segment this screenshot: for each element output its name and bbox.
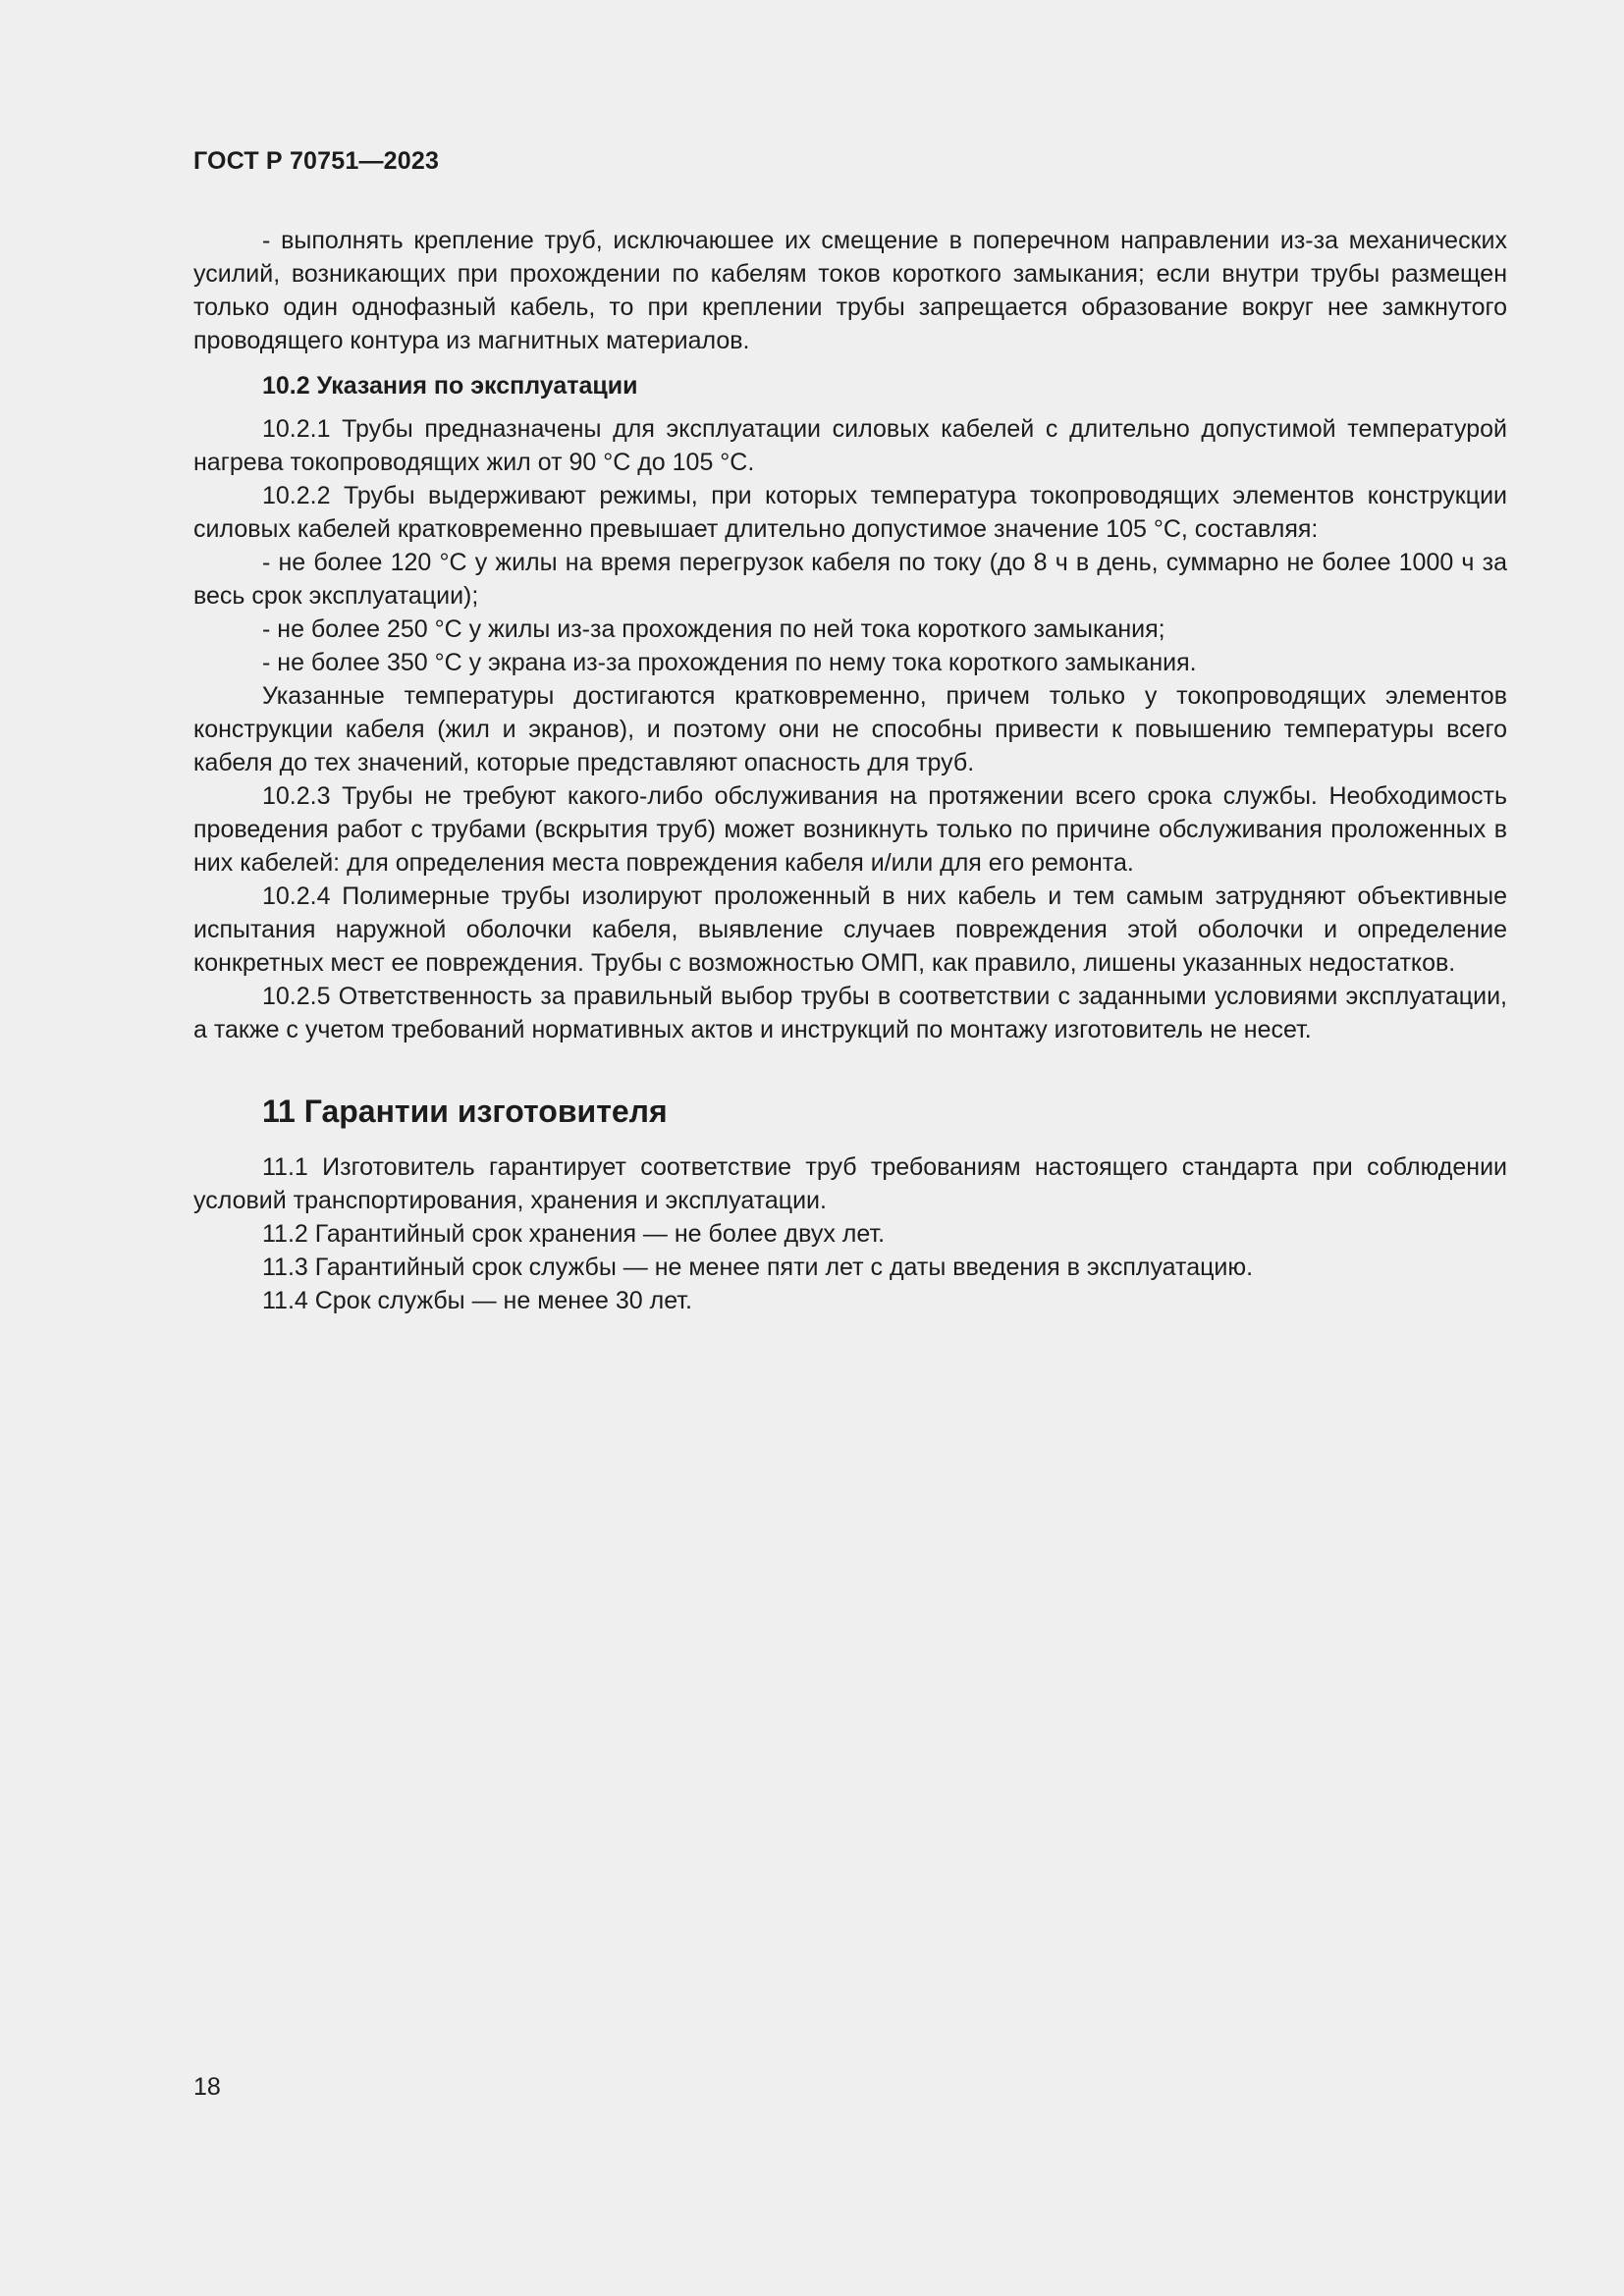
paragraph-10-2-4: 10.2.4 Полимерные трубы изолируют проложенный в них кабель и тем самым затрудняют объективные испытания наружной оболочки кабеля, выявление случаев повреждения этой оболочки и определение конкретных мест ее повреждения. Трубы с возможностью ОМП, как правило, лишены указанных недостатков. bbox=[193, 882, 1507, 977]
document-header: ГОСТ Р 70751—2023 bbox=[193, 147, 440, 175]
bullet-250c: - не более 250 °С у жилы из-за прохождения по ней тока короткого замыкания; bbox=[262, 615, 1165, 643]
bullet-120c: - не более 120 °С у жилы на время перегрузок кабеля по току (до 8 ч в день, суммарно не более 1000 ч за весь срок эксплуатации); bbox=[193, 549, 1507, 610]
paragraph-11-1: 11.1 Изготовитель гарантирует соответствие труб требованиям настоящего стандарта при соблюдении условий транспортирования, хранения и эксплуатации. bbox=[193, 1153, 1507, 1214]
paragraph-10-2-3: 10.2.3 Трубы не требуют какого-либо обслуживания на протяжении всего срока службы. Необходимость проведения работ с трубами (вскрытия труб) может возникнуть только по причине обслуживания проложенных в них кабелей: для определения места повреждения кабеля и/или для его ремонта. bbox=[193, 782, 1507, 877]
page-number: 18 bbox=[193, 2073, 221, 2101]
section-11-heading: 11 Гарантии изготовителя bbox=[262, 1094, 668, 1129]
paragraph-11-4: 11.4 Срок службы — не менее 30 лет. bbox=[262, 1287, 692, 1314]
paragraph-temperatures-note: Указанные температуры достигаются кратковременно, причем только у токопроводящих элементов конструкции кабеля (жил и экранов), и поэтому они не способны привести к повышению температуры всего кабеля до тех значений, которые представляют опасность для труб. bbox=[193, 682, 1507, 776]
paragraph-11-3: 11.3 Гарантийный срок службы — не менее пяти лет с даты введения в эксплуатацию. bbox=[262, 1254, 1254, 1281]
bullet-350c: - не более 350 °С у экрана из-за прохождения по нему тока короткого замыкания. bbox=[262, 649, 1197, 676]
paragraph-10-2-2: 10.2.2 Трубы выдерживают режимы, при которых температура токопроводящих элементов конструкции силовых кабелей кратковременно превышает длительно допустимое значение 105 °С, составляя: bbox=[193, 482, 1507, 543]
section-10-2-heading: 10.2 Указания по эксплуатации bbox=[262, 372, 638, 400]
document-body bbox=[193, 224, 1507, 1317]
paragraph-11-2: 11.2 Гарантийный срок хранения — не более двух лет. bbox=[262, 1220, 886, 1248]
intro-paragraph: - выполнять крепление труб, исключаюшее их смещение в поперечном направлении из-за механических усилий, возникающих при прохождении по кабелям токов короткого замыкания; если внутри трубы размещен только один однофазный кабель, то при креплении трубы запрещается образование вокруг нее замкнутого проводящего контура из магнитных материалов. bbox=[193, 227, 1507, 354]
paragraph-10-2-5: 10.2.5 Ответственность за правильный выбор трубы в соответствии с заданными условиями эксплуатации, а также с учетом требований нормативных актов и инструкций по монтажу изготовитель не несет. bbox=[193, 983, 1507, 1043]
paragraph-10-2-1: 10.2.1 Трубы предназначены для эксплуатации силовых кабелей с длительно допустимой температурой нагрева токопроводящих жил от 90 °С до 105 °С. bbox=[193, 415, 1507, 476]
